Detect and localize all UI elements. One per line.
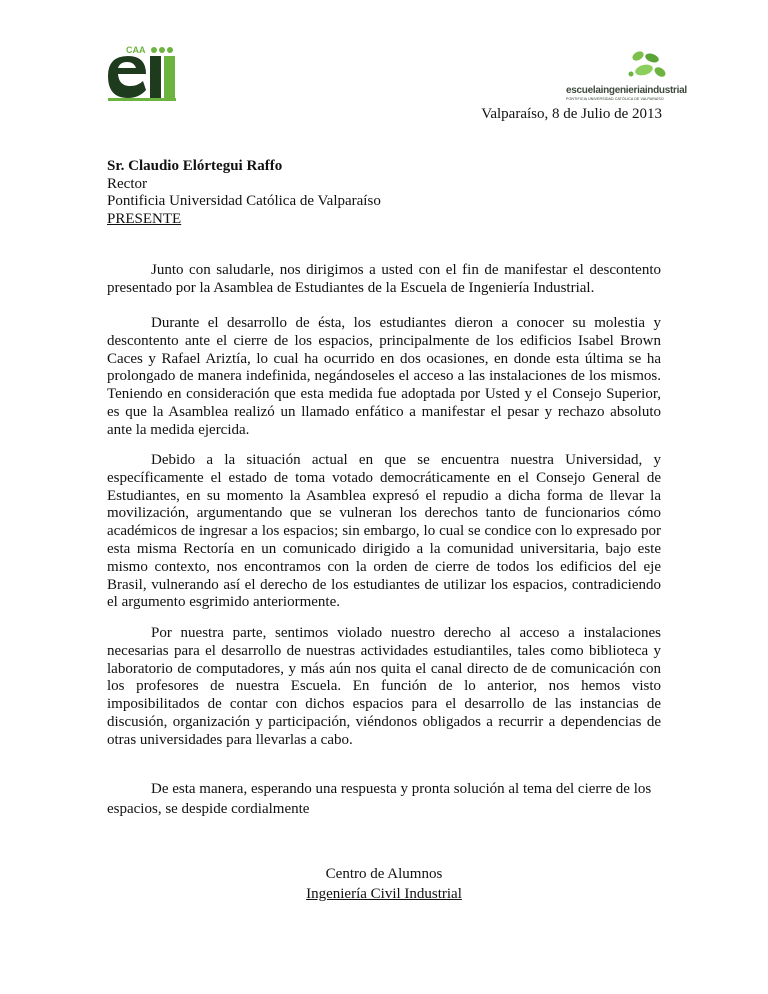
paragraph-2 <box>107 315 661 440</box>
logo-school-name: escuelaingenieriaindustrial <box>566 85 687 96</box>
recipient-title: Rector <box>107 175 147 192</box>
signature-line-1: Centro de Alumnos <box>325 866 443 882</box>
paragraph-3 <box>107 452 661 612</box>
recipient-block <box>107 158 381 228</box>
paragraph-text: De esta manera, esperando una respuesta y pronta solución al tema del cierre de los espacios, se despide cordialmente <box>107 781 652 817</box>
paragraph-text: Durante el desarrollo de ésta, los estudiantes dieron a conocer su molestia y descontento ante el cierre de los espacios, principalmente de los edificios Isabel Brown Caces y Rafael Ariztía, lo cual ha ocurrido en dos ocasiones, en donde esta última se ha prolongado de manera indefinida, negándoseles el acceso a las instalaciones de los mismos. Teniendo en consideración que esta medida fue adoptada por Usted y el Consejo Superior, es que la Asamblea realizó un llamado enfático a manifestar el pesar y rechazo absoluto ante la medida ejercida. <box>107 315 661 438</box>
logo-university-subtitle: PONTIFICIA UNIVERSIDAD CATÓLICA DE VALPARAÍSO <box>566 97 664 101</box>
recipient-name: Sr. Claudio Elórtegui Raffo <box>107 158 283 174</box>
logo-badge-text: CAA <box>126 45 146 55</box>
recipient-institution: Pontificia Universidad Católica de Valparaíso <box>107 193 381 210</box>
paragraph-text: Junto con saludarle, nos dirigimos a usted con el fin de manifestar el descontento presentado por la Asamblea de Estudiantes de la Escuela de Ingeniería Industrial. <box>107 262 661 296</box>
paragraph-text: Por nuestra parte, sentimos violado nuestro derecho al acceso a instalaciones necesarias para el desarrollo de nuestras actividades estudiantiles, tales como biblioteca y laboratorio de computadores, y más aún nos quita el canal directo de de comunicación con los profesores de nuestra Escuela. En función de lo anterior, nos hemos visto imposibilitados de contar con dichos espacios para el desarrollo de las instancias de discusión, organización y participación, viéndonos obligados a recurrir a dependencias de otras universidades para llevarlas a cabo. <box>107 625 661 748</box>
presente-label: PRESENTE <box>107 210 182 227</box>
paragraph-4 <box>107 625 661 750</box>
leaf-mark-icon <box>624 48 668 84</box>
signature-line-2: Ingeniería Civil Industrial <box>306 886 462 902</box>
closing-paragraph <box>107 779 661 819</box>
paragraph-1 <box>107 262 661 298</box>
caa-ei-logo <box>104 42 184 104</box>
paragraph-text: Debido a la situación actual en que se encuentra nuestra Universidad, y específicamente el estado de toma votado democráticamente en el Consejo General de Estudiantes, en su momento la Asamblea expresó el repudio a dicha forma de llevar la movilización, argumentando que se vulneran los derechos tanto de funcionarios cómo académicos de ingresar a los espacios; sin embargo, lo cual se condice con lo expresado por esta misma Rectoría en un comunicado dirigido a la comunidad universitaria, bajo este mismo contexto, nos encontramos con la orden de cierre de todos los edificios del eje Brasil, vulnerando así el derecho de los estudiantes de utilizar los espacios, contradiciendo el argumento esgrimido anteriormente. <box>107 452 661 611</box>
signature-block <box>0 864 768 904</box>
letter-date: Valparaíso, 8 de Julio de 2013 <box>481 106 662 122</box>
escuela-ingenieria-industrial-logo <box>566 48 686 104</box>
